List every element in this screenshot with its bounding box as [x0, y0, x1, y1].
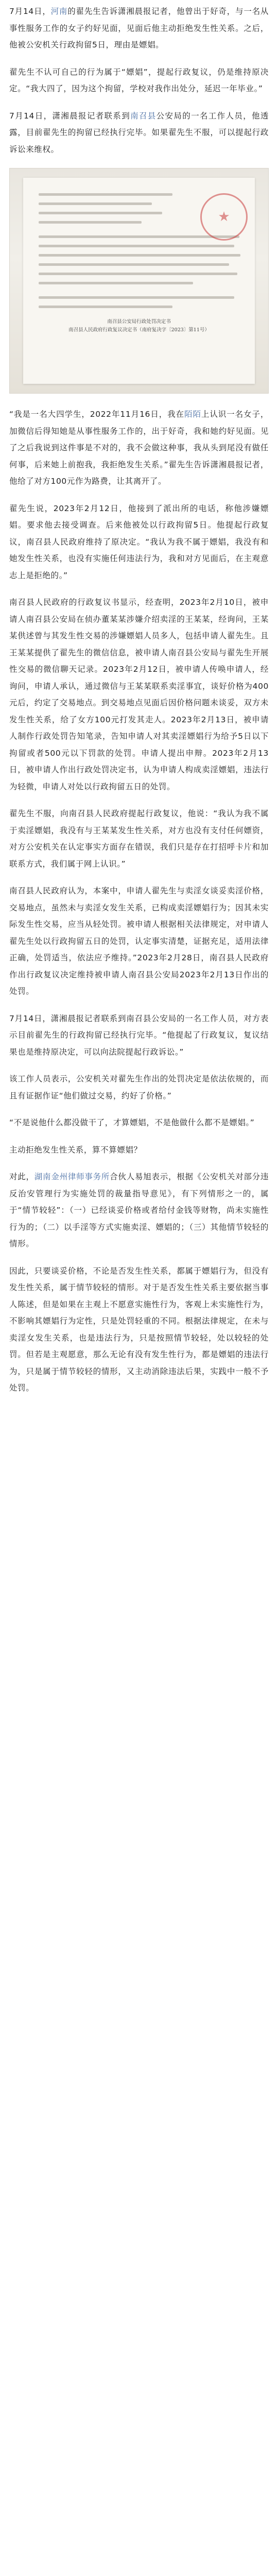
police-response-lead: 7月14日，潇湘晨报记者联系到: [9, 111, 131, 121]
paragraph-officer-quote: “不是说他什么都没做干了，才算嫖娼，不是他做什么都不是嫖娼。”: [9, 1118, 255, 1127]
account-text: 上认识一名女子，加微信后得知她是从事性服务工作的，出于好奇，我和她约好见面。见了之后我说到这件事是不对的，我不会做这种事，我从头到尾没有做任何事，后来她上前抱我，我拒绝发生关系。”翟先生告诉潇湘晨报记者，他给了对方100元作为路费，让其离开了。: [9, 410, 269, 486]
paragraph-government-ruling: 南召县人民政府认为，本案中，申请人翟先生与卖淫女谈妥卖淫价格，交易地点，虽然未与卖淫女发生关系，已构成卖淫嫖娼行为；因其未实际发生性交易，应当从轻处罚。被申请人根据相关法律规定，对申请人翟先生处以行政拘留五日的处罚，认定事实清楚，证据充足，适用法律正确，处罚适当，依法应予维持。”2023年2月28日，南召县人民政府作出行政复议决定维持被申请人南召县公安局2023年2月13日作出的处罚。: [9, 886, 269, 996]
paragraph-objection: 翟先生不服，向南召县人民政府提起行政复议，他说：“我认为我不属于卖淫嫖娼，我没有与王某某发生性关系，对方也没有支付任何嫖资，对方公安机关在认定事实方面存在错误，我们只是存在打招呼卡片和加联系方式，我们属于网上认识。”: [9, 809, 269, 869]
location-link-henan[interactable]: 河南: [50, 7, 68, 16]
document-photo: [9, 168, 269, 394]
paragraph-appeal: 翟先生不认可自己的行为属于“嫖娼”，提起行政复议，仍是维持原决定。“我大四了，因为这个拘留，学校对我作出处分，延迟一年毕业。”: [9, 67, 269, 93]
paragraph-summons: 翟先生说，2023年2月12日，他接到了派出所的电话，称他涉嫌嫖娼。要求他去接受调查。后来他被处以行政拘留5日。他提起行政复议，南召县人民政府维持了原决定。“我认为我不属于嫖娼，我没有和她发生性关系，也没有实施任何违法行为，我和对方见面后，在主观意志上是拒绝的。”: [9, 503, 269, 580]
location-link-nanzhao[interactable]: 南召县: [130, 111, 157, 121]
document-caption: [30, 318, 248, 334]
paragraph-conclusion: 因此，只要谈妥价格，不论是否发生性关系，都属于嫖娼行为，但没有发生性关系，属于情节较轻的情形。对于是否发生性关系主要依据当事人陈述，但是如果在主观上不愿意实施性行为，客观上未实施性行为，不影响其嫖娼行为定性，只是处罚轻重的不同。根据法律规定，在未与卖淫女发生关系，也是违法行为，只是按照情节较轻，处以较轻的处罚。但若是主观愿意，那么无论有没有发生性行为，都是嫖娼的违法行为，只是属于情节较轻的情形，又主动消除违法后果，实践中一般不予处罚。: [9, 1266, 269, 1393]
intro-date: 7月14日，: [9, 7, 51, 16]
paragraph-follow-up: 7月14日，潇湘晨报记者联系到南召县公安局的一名工作人员，对方表示目前翟先生的行政拘留已经执行完毕。“他提起了行政复议，复议结果也是维持原决定，可以向法院提起行政诉讼。”: [9, 1013, 269, 1057]
account-lead: “我是一名大四学生，2022年11月16日，我在: [9, 410, 185, 419]
intro-text: 的翟先生告诉潇湘晨报记者，他曾出于好奇，与一名从事性服务工作的女子约好见面，见面后他主动拒绝发生性关系。之后，他被公安机关行政拘留5日，理由是嫖娼。: [9, 7, 269, 49]
lawyer-lead: 对此，: [9, 1172, 34, 1181]
paragraph-lawyer-opinion: [9, 1168, 269, 1252]
document-caption-line-2: 南召县人民政府行政复议决定书（南府复决字〔2023〕第11号）: [68, 327, 210, 333]
paragraph-officer-statement: 该工作人员表示，公安机关对翟先生作出的处罚决定是依法依规的，而且有证据作证“他们做过交易，约好了价格。”: [9, 1074, 269, 1100]
paragraph-review-findings: 南召县人民政府的行政复议书显示，经查明，2023年2月10日，被申请人南召县公安局在侦办董某某涉嫌介绍卖淫的王某某，经询问，王某某供述曾与其发生性交易的涉嫌嫖娼人员多人，包括申请人翟先生。且王某某提供了翟先生的微信信息，被申请人南召县公安局与翟先生开展性交易的微信聊天记录。2023年2月12日，被申请人传唤申请人，经询问，申请人承认，通过微信与王某某联系卖淫事宜，谈好价格为400元后，约定了交易地点。到交易地点见面后因价格问题未谈妥，双方未发生性关系，给了女方100元打发其走人。2023年2月13日，被申请人制作行政处罚告知笔录，告知申请人对其卖淫嫖娼行为给予5日以下拘留或者500元以下罚款的处罚。申请人提出申辩。2023年2月13日，被申请人作出行政处罚决定书，认为申请人构成卖淫嫖娼，违法行为轻微，申请人对处以行政拘留五日的处罚。: [9, 598, 269, 791]
app-link-momo[interactable]: 陌陌: [184, 410, 201, 419]
lawyer-text: 合伙人易旭表示，根据《公安机关对部分违反治安管理行为实施处罚的裁量指导意见》，有下列情形之一的，属于“情节较轻”：（一）已经谈妥价格或者给付金钱等财物，尚未实施性行为的；（二）以手淫等方式实施卖淫、嫖娼的；（三）其他情节较轻的情形。: [9, 1172, 269, 1248]
police-response-text: 公安局的一名工作人员，他透露，目前翟先生的拘留已经执行完毕。如果翟先生不服，可以提起行政诉讼来维权。: [9, 111, 269, 154]
paragraph-intro: [9, 3, 269, 54]
paragraph-police-response: [9, 108, 269, 158]
official-seal-icon: [200, 193, 248, 241]
paragraph-account: [9, 406, 269, 490]
law-firm-link[interactable]: 湖南金州律师事务所: [34, 1172, 110, 1181]
document-caption-line-1: 南召县公安局行政处罚决定书: [107, 319, 171, 325]
section-question: 主动拒绝发生性关系，算不算嫖娼？: [9, 1145, 142, 1155]
